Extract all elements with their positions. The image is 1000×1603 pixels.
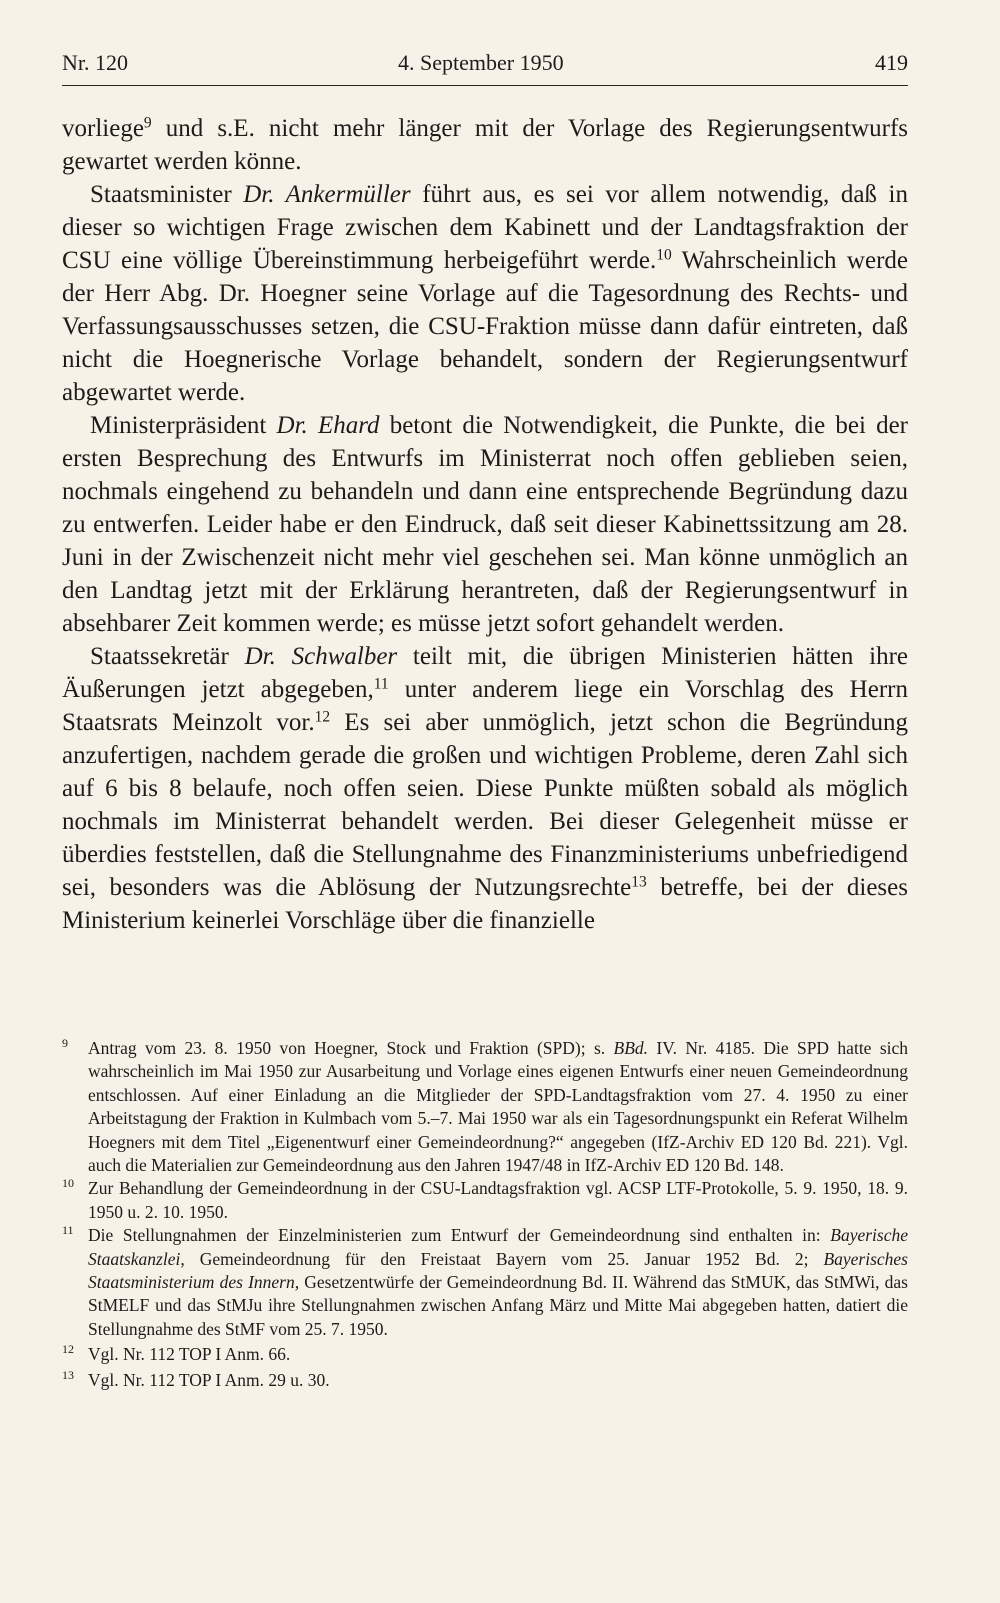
- footnote-10: [62, 1177, 908, 1224]
- footnote-ref-11: 11: [373, 675, 389, 693]
- text-run: führt aus, es sei vor allem notwendig, daß in dieser so wichtigen Frage zwischen dem Kabinett und der Landtagsfraktion der CSU eine völlige Übereinstimmung herbeigeführt werde.: [62, 181, 908, 274]
- paragraph-1: [62, 112, 908, 178]
- text-run: IV. Nr. 4185. Die SPD hatte sich wahrscheinlich im Mai 1950 zur Ausarbeitung und Vorlage eines eigenen Entwurfs einer neuen Gemeindeordnung entschlossen. Auf einer Einladung an die Mitglieder der SPD-Landtagsfraktion vom 27. 4. 1950 zu einer Arbeitstagung der Fraktion in Kulmbach vom 5.–7. Mai 1950 war als ein Tagesordnungspunkt ein Referat Wilhelm Hoegners mit dem Titel „Eigenentwurf einer Gemeindeordnung?“ angegeben (IfZ-Archiv ED 120 Bd. 221). Vgl. auch die Materialien zur Gemeindeordnung aus den Jahren 1947/48 in IfZ-Archiv ED 120 Bd. 148.: [88, 1038, 909, 1176]
- main-text: [62, 112, 908, 937]
- footnote-9: [62, 1037, 908, 1177]
- footnote-number: 11: [62, 1223, 74, 1238]
- document-number: Nr. 120: [62, 50, 128, 75]
- text-run: betont die Notwendigkeit, die Punkte, die bei der ersten Besprechung des Entwurfs im Ministerrat noch offen geblieben seien, nochmals eingehend zu behandeln und dann eine entsprechende Begründung dazu zu entwerfen. Leider habe er den Eindruck, daß seit dieser Kabinettssitzung am 28. Juni in der Zwischenzeit nicht mehr viel geschehen sei. Man könne unmöglich an den Landtag jetzt mit der Erklärung herantreten, daß der Regierungsentwurf in absehbarer Zeit kommen werde; es müsse jetzt sofort gehandelt werden.: [62, 412, 909, 637]
- speaker-name: Dr. Schwalber: [244, 643, 398, 670]
- header-rule: [62, 85, 908, 86]
- text-run: Ministerpräsident: [90, 412, 277, 439]
- text-run: Staatsminister: [90, 181, 244, 208]
- page-number: 419: [875, 50, 908, 75]
- footnote-number: 13: [62, 1367, 74, 1382]
- text-run: betreffe, bei der dieses Ministerium keinerlei Vorschläge über die finanzielle: [62, 874, 908, 934]
- speaker-name: Dr. Ehard: [276, 412, 380, 439]
- footnote-12: [62, 1343, 908, 1366]
- footnote-ref-10: 10: [656, 246, 672, 264]
- text-run: und s.E. nicht mehr länger mit der Vorlage des Regierungsentwurfs gewartet werden könne.: [62, 115, 908, 175]
- paragraph-ankermueller: [62, 178, 908, 409]
- text-run: Vgl. Nr. 112 TOP I Anm. 66.: [88, 1344, 291, 1365]
- footnote-number: 9: [62, 1036, 68, 1050]
- footnote-number: 12: [62, 1342, 74, 1357]
- footnote-number: 10: [62, 1176, 74, 1191]
- footnote-13: [62, 1369, 908, 1392]
- speaker-name: Dr. Ankermüller: [243, 181, 411, 208]
- text-run: Gemeindeordnung für den Freistaat Bayern vom 25. Januar 1952 Bd. 2;: [184, 1248, 824, 1269]
- italic-run: BBd.: [613, 1038, 649, 1058]
- footnote-ref-13: 13: [631, 873, 647, 891]
- text-run: Vgl. Nr. 112 TOP I Anm. 29 u. 30.: [88, 1369, 330, 1390]
- running-header: [62, 46, 908, 80]
- text-run: Wahrscheinlich werde der Herr Abg. Dr. Hoegner seine Vorlage auf die Tagesordnung des Rechts- und Verfassungsausschusses setzen, die CSU-Fraktion müsse dann dafür eintreten, daß nicht die Hoegnerische Vorlage behandelt, sondern der Regierungsentwurf abgewartet werde.: [62, 247, 908, 406]
- paragraph-ehard: [62, 409, 908, 640]
- header-date: 4. September 1950: [398, 50, 564, 75]
- text-run: Die Stellungnahmen der Einzelministerien zum Entwurf der Gemeindeordnung sind enthalten in:: [88, 1225, 831, 1246]
- text-run: Antrag vom 23. 8. 1950 von Hoegner, Stock und Fraktion (SPD); s.: [88, 1038, 614, 1058]
- text-run: vorliege: [62, 115, 144, 142]
- text-run: Gesetzentwürfe der Gemeindeordnung Bd. II. Während das StMUK, das StMWi, das StMELF und das StMJu ihre Stellungnahmen zwischen Anfang März und Mitte Mai abgegeben hatten, datiert die Stellungnahme des StMF vom 25. 7. 1950.: [88, 1272, 908, 1339]
- italic-run: Bayerisches Staatsministerium des Innern,: [88, 1248, 908, 1293]
- footnotes: [62, 1037, 908, 1392]
- footnote-ref-12: 12: [314, 708, 331, 726]
- paragraph-schwalber: [62, 640, 908, 937]
- text-run: teilt mit, die übrigen Ministerien hätten ihre Äußerungen jetzt abgegeben,: [62, 643, 908, 703]
- footnote-ref-9: 9: [143, 114, 152, 132]
- text-run: unter anderem liege ein Vorschlag des Herrn Staatsrats Meinzolt vor.: [62, 676, 908, 736]
- text-run: Es sei aber unmöglich, jetzt schon die Begründung anzufertigen, nachdem gerade die großen und wichtigen Probleme, deren Zahl sich auf 6 bis 8 belaufe, noch offen seien. Diese Punkte müßten sobald als möglich nochmals im Ministerrat behandelt werden. Bei dieser Gelegenheit müsse er überdies feststellen, daß die Stellungnahme des Finanzministeriums unbefriedigend sei, besonders was die Ablösung der Nutzungsrechte: [62, 709, 908, 901]
- text-run: Staatssekretär: [90, 643, 245, 670]
- footnote-11: [62, 1224, 908, 1341]
- text-run: Zur Behandlung der Gemeindeordnung in der CSU-Landtagsfraktion vgl. ACSP LTF-Protokolle, 5. 9. 1950, 18. 9. 1950 u. 2. 10. 1950.: [88, 1178, 908, 1222]
- italic-run: Bayerische Staatskanzlei,: [88, 1225, 908, 1269]
